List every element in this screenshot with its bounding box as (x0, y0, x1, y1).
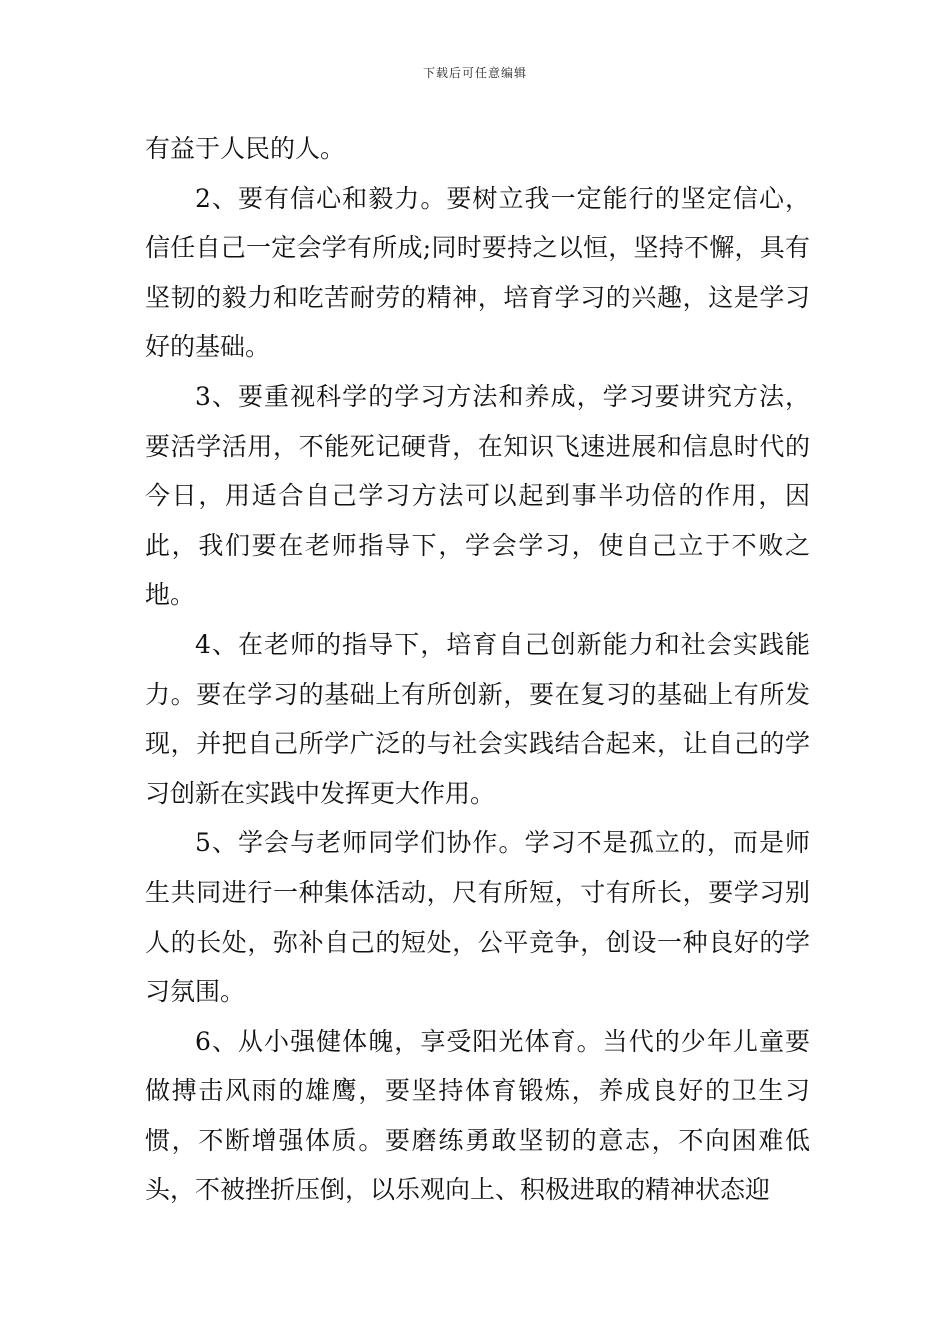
paragraph-continuation: 有益于人民的人。 (145, 134, 346, 163)
document-body (145, 124, 810, 1215)
page-header-note: 下载后可任意编辑 (422, 66, 527, 80)
paragraph-item-2: 2、要有信心和毅力。要树立我一定能行的坚定信心，信任自己一定会学有所成;同时要持之以恒，坚持不懈，具有坚韧的毅力和吃苦耐劳的精神，培育学习的兴趣，这是学习好的基础。 (145, 183, 810, 362)
paragraph-item-4: 4、在老师的指导下，培育自己创新能力和社会实践能力。要在学习的基础上有所创新，要在复习的基础上有所发现，并把自己所学广泛的与社会实践结合起来，让自己的学习创新在实践中发挥更大作用。 (145, 629, 810, 808)
paragraph-item-6: 6、从小强健体魄，享受阳光体育。当代的少年儿童要做搏击风雨的雄鹰，要坚持体育锻炼，养成良好的卫生习惯，不断增强体质。要磨练勇敢坚韧的意志，不向困难低头，不被挫折压倒，以乐观向上、积极进取的精神状态迎 (145, 1026, 810, 1205)
paragraph-item-5: 5、学会与老师同学们协作。学习不是孤立的，而是师生共同进行一种集体活动，尺有所短，寸有所长，要学习别人的长处，弥补自己的短处，公平竞争，创设一种良好的学习氛围。 (145, 828, 810, 1007)
paragraph-item-3: 3、要重视科学的学习方法和养成，学习要讲究方法，要活学活用，不能死记硬背，在知识飞速进展和信息时代的今日，用适合自己学习方法可以起到事半功倍的作用，因此，我们要在老师指导下，学会学习，使自己立于不败之地。 (145, 381, 810, 610)
